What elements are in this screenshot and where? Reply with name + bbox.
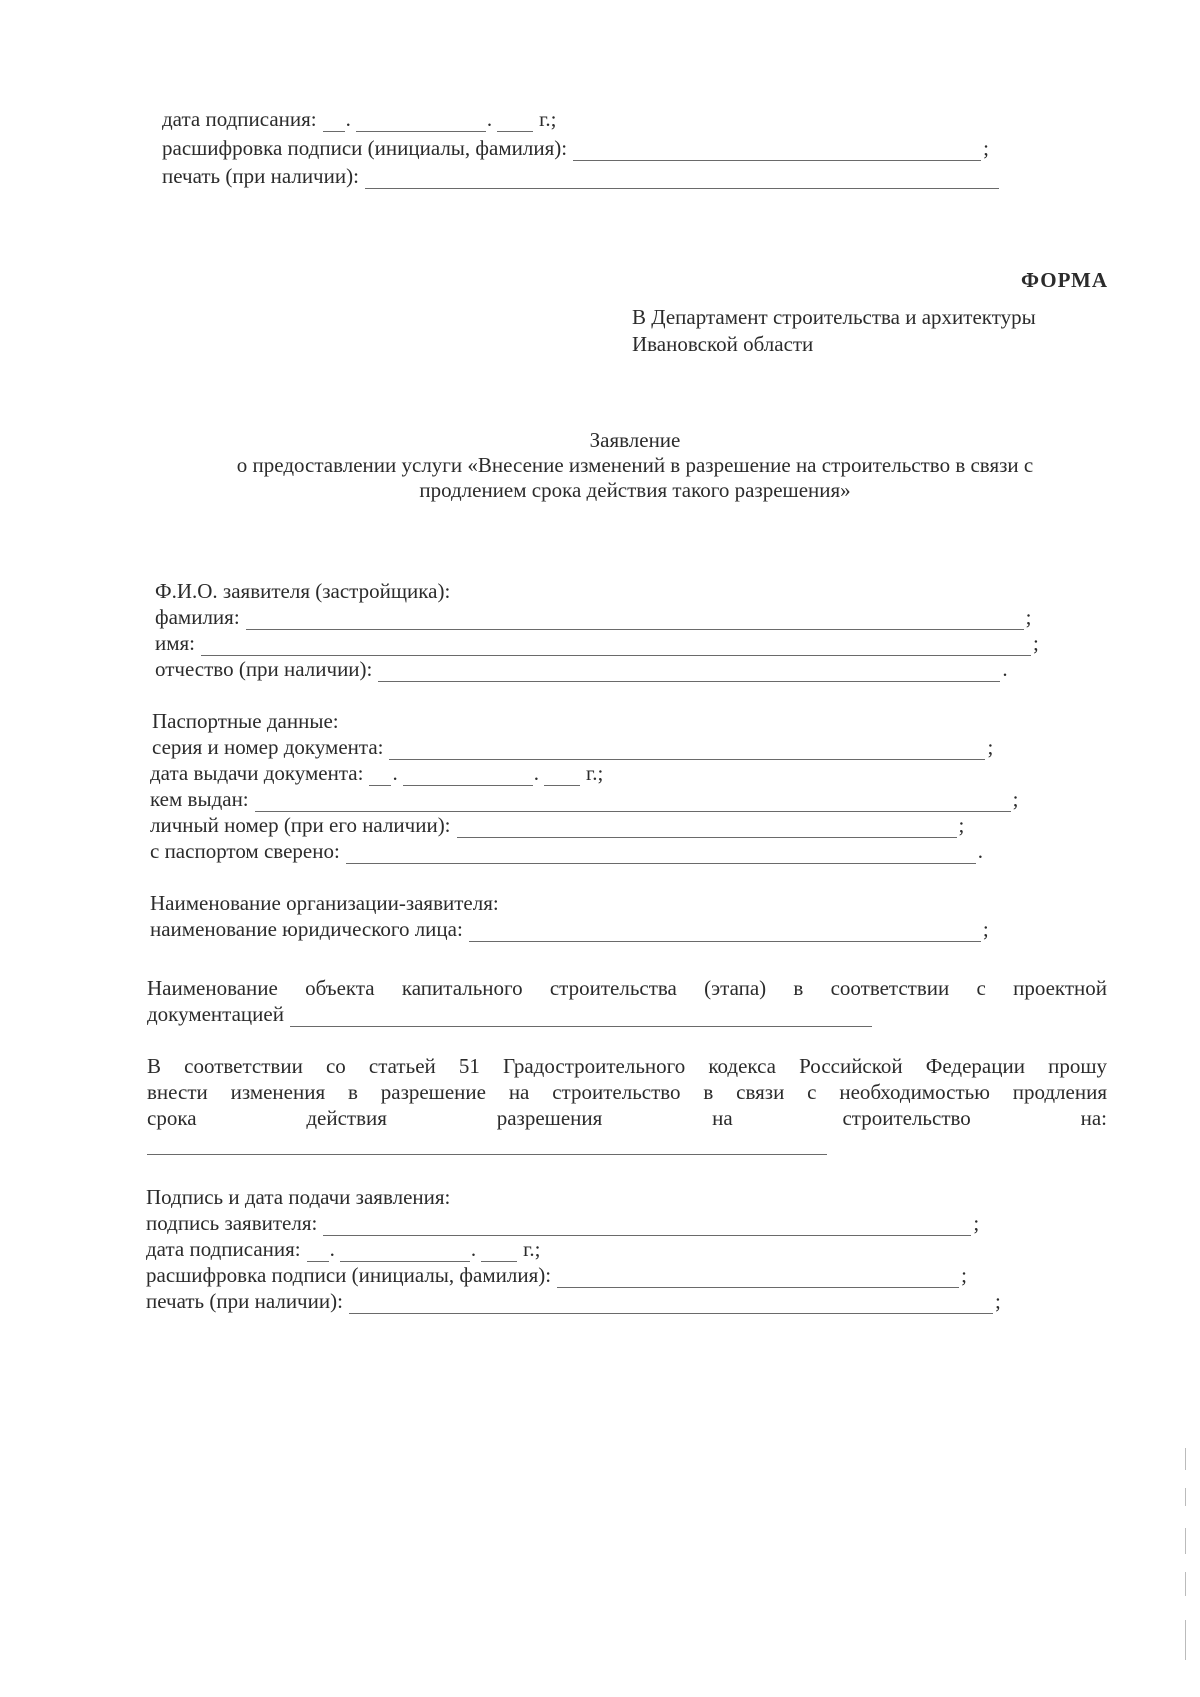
issue-date-year-field[interactable] [544, 767, 580, 786]
request-period-row [147, 1136, 827, 1155]
addressee-line-2: Ивановской области [632, 332, 814, 356]
name-row: имя: ; [155, 631, 1039, 655]
top-seal-label: печать (при наличии): [162, 164, 359, 188]
name-field[interactable] [201, 637, 1031, 656]
sign-row: подпись заявителя: ; [146, 1211, 980, 1235]
object-label: документацией [147, 1002, 284, 1026]
issued-by-field[interactable] [255, 793, 1011, 812]
top-seal-row [162, 163, 999, 189]
addressee-line-1: В Департамент строительства и архитектуры [632, 305, 1036, 329]
passport-heading: Паспортные данные: [152, 709, 339, 733]
request-period-field[interactable] [147, 1136, 827, 1155]
top-date-year-field[interactable] [497, 113, 533, 132]
personal-number-field[interactable] [457, 819, 957, 838]
personal-number-label: личный номер (при его наличии): [150, 813, 451, 837]
issue-date-day-field[interactable] [369, 767, 391, 786]
request-line-2: внести изменения в разрешение на строительство в связи с необходимостью продления [147, 1080, 1107, 1104]
sign-field[interactable] [323, 1217, 971, 1236]
title-line-1: Заявление [589, 428, 681, 452]
object-name-field[interactable] [290, 1008, 872, 1027]
sign-seal-label: печать (при наличии): [146, 1289, 343, 1313]
legal-name-label: наименование юридического лица: [150, 917, 463, 941]
top-date-label: дата подписания: [162, 107, 317, 131]
passport-verified-label: с паспортом сверено: [150, 839, 340, 863]
top-decode-label: расшифровка подписи (инициалы, фамилия): [162, 136, 568, 160]
patronymic-field[interactable] [378, 663, 1000, 682]
sign-date-suffix: г.; [523, 1237, 541, 1261]
request-line-1: В соответствии со статьей 51 Градостроительного кодекса Российской Федерации прошу [147, 1054, 1107, 1078]
name-label: имя: [155, 631, 196, 655]
sign-decode-row: расшифровка подписи (инициалы, фамилия): ; [146, 1263, 967, 1287]
sign-date-month-field[interactable] [340, 1243, 470, 1262]
sign-date-label: дата подписания: [146, 1237, 301, 1261]
surname-row: фамилия: ; [155, 605, 1032, 629]
top-date-day-field[interactable] [323, 113, 345, 132]
sign-seal-row: печать (при наличии): ; [146, 1289, 1001, 1313]
scan-mark [1185, 1572, 1186, 1596]
signature-heading: Подпись и дата подачи заявления: [146, 1185, 451, 1209]
applicant-heading: Ф.И.О. заявителя (застройщика): [155, 579, 451, 603]
passport-verified-row: с паспортом сверено: . [150, 839, 984, 863]
passport-verified-field[interactable] [346, 845, 976, 864]
request-line-3: срока действия разрешения на строительство на: [147, 1106, 1107, 1130]
scan-mark [1185, 1448, 1186, 1470]
issued-by-label: кем выдан: [150, 787, 249, 811]
document-title [160, 428, 1110, 503]
addressee [632, 304, 1036, 358]
form-heading: ФОРМА [1020, 268, 1108, 292]
sign-label: подпись заявителя: [146, 1211, 318, 1235]
sign-decode-label: расшифровка подписи (инициалы, фамилия): [146, 1263, 552, 1287]
passport-series-field[interactable] [389, 741, 985, 760]
top-decode-field[interactable] [573, 142, 981, 161]
top-date-row: дата подписания: . . г.; [162, 107, 557, 131]
passport-series-row: серия и номер документа: ; [152, 735, 994, 759]
issue-date-month-field[interactable] [403, 767, 533, 786]
personal-number-row: личный номер (при его наличии): ; [150, 813, 965, 837]
sign-date-day-field[interactable] [307, 1243, 329, 1262]
organization-heading: Наименование организации-заявителя: [150, 891, 499, 915]
legal-name-row: наименование юридического лица: ; [150, 917, 989, 941]
scan-mark [1185, 1488, 1186, 1506]
passport-issued-by-row: кем выдан: ; [150, 787, 1019, 811]
sign-decode-field[interactable] [557, 1269, 959, 1288]
sign-seal-field[interactable] [349, 1295, 993, 1314]
surname-label: фамилия: [155, 605, 240, 629]
sign-date-row: дата подписания: . . г.; [146, 1237, 541, 1261]
issue-date-suffix: г.; [585, 761, 604, 785]
top-seal-field[interactable] [365, 170, 999, 189]
scan-mark [1185, 1528, 1186, 1554]
passport-issue-date-label: дата выдачи документа: [150, 761, 364, 785]
legal-name-field[interactable] [469, 923, 981, 942]
patronymic-label: отчество (при наличии): [155, 657, 373, 681]
passport-issue-date-row: дата выдачи документа: . . г.; [150, 761, 604, 785]
passport-series-label: серия и номер документа: [152, 735, 384, 759]
title-line-3: продлением срока действия такого разрешения» [419, 478, 851, 502]
scan-mark [1185, 1620, 1186, 1660]
object-text-line-1: Наименование объекта капитального строительства (этапа) в соответствии с проектной [147, 976, 1107, 1000]
top-date-suffix: г.; [539, 107, 557, 131]
top-date-month-field[interactable] [356, 113, 486, 132]
surname-field[interactable] [246, 611, 1024, 630]
title-line-2: о предоставлении услуги «Внесение изменений в разрешение на строительство в связи с [236, 453, 1034, 477]
object-row [147, 1001, 872, 1027]
patronymic-row: отчество (при наличии): . [155, 657, 1008, 681]
sign-date-year-field[interactable] [481, 1243, 517, 1262]
top-decode-row: расшифровка подписи (инициалы, фамилия): ; [162, 136, 989, 160]
